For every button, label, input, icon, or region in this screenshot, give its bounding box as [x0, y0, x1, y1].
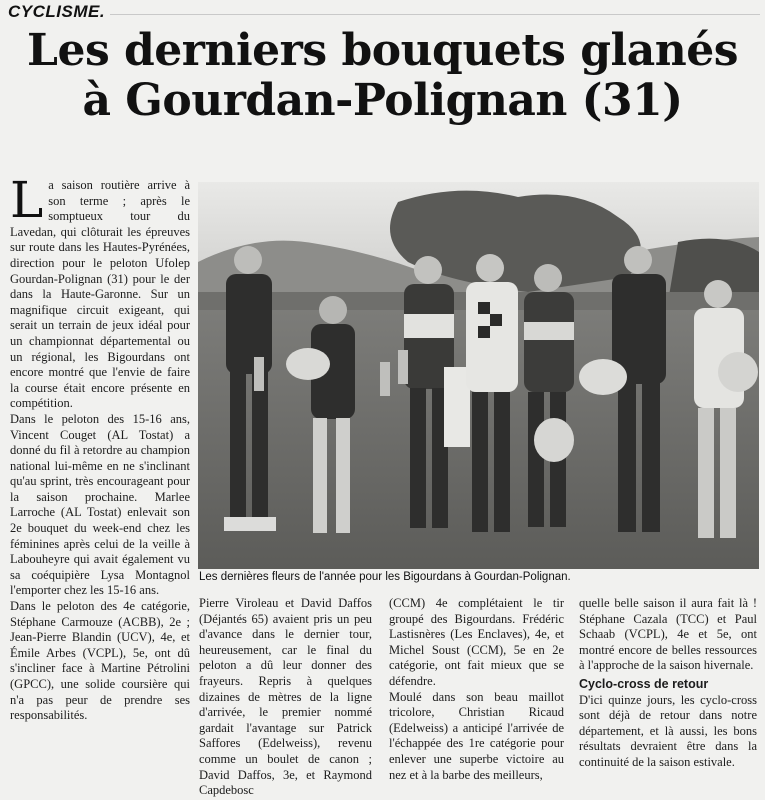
- article-paragraph: Moulé dans son beau maillot tricolore, Christian Ricaud (Edelweiss) a anticipé l'arrivée de l'échappée des 1re catégorie pour enlever une superbe victoire au nez et à la barbe des meilleurs,: [389, 689, 564, 782]
- article-paragraph: a saison routière arrive à son terme ; après le somptueux tour du Lavedan, qui clôturait les épreuves sur route dans les Hautes-Pyrénées, direction pour le peloton Ufolep Gourdan-Polignan (31) pour le der dans la Haute-Garonne. Sur un magnifique circuit exigeant, qui serait un terrain de jeux idéal pour un championnat départemental ou un régional, les Bigourdans ont encore montré que l'envie de faire la course était encore présente en compétition.: [10, 178, 190, 411]
- drop-cap: L: [10, 171, 44, 229]
- headline: [0, 26, 765, 126]
- article-paragraph: D'ici quinze jours, les cyclo-cross sont déjà de retour dans notre département, et là aussi, les bons résultats devraient être dans la continuité de la saison estivale.: [579, 692, 757, 769]
- section-rubric: CYCLISME.: [8, 2, 106, 21]
- article-column-1: [10, 171, 190, 724]
- team-photo: [198, 182, 759, 569]
- section-subhead: Cyclo-cross de retour: [579, 676, 709, 691]
- article-column-2: [199, 596, 372, 799]
- headline-line-1: Les derniers bouquets glanés: [27, 25, 738, 76]
- rubric-divider: [110, 14, 760, 15]
- article-paragraph: (CCM) 4e complétaient le tir groupé des Bigourdans. Frédéric Lastisnères (Les Enclaves), 4e, et Michel Soust (CCM), 5e en 2e catégorie, ont fait mieux que se défendre.: [389, 596, 564, 688]
- team-photo-illustration: [198, 182, 759, 569]
- article-paragraph: quelle belle saison il aura fait là ! Stéphane Cazala (TCC) et Paul Schaab (VCPL), 4e et 5e, ont montré encore de belles ressources à l'approche de la saison hivernale.: [579, 596, 757, 673]
- article-column-4: [579, 596, 757, 771]
- photo-caption: Les dernières fleurs de l'année pour les Bigourdans à Gourdan-Polignan.: [199, 571, 571, 583]
- article-paragraph: Dans le peloton des 15-16 ans, Vincent Couget (AL Tostat) a donné du fil à retordre au champion national lui-même en ne s'inclinant qu'au sprint, très encourageant pour la saison prochaine. Marlee Larroche (AL Tostat) enlevait son 2e bouquet du week-end chez les féminines après celui de la veille à Labouheyre qui avait également vu sa coéquipière Lysa Montagnol l'emporter chez les 15-16 ans.: [10, 411, 190, 598]
- headline-line-2: à Gourdan-Polignan (31): [82, 75, 683, 126]
- article-paragraph: Dans le peloton des 4e catégorie, Stéphane Carmouze (ACBB), 2e ; Jean-Pierre Blandin (UCV), 4e, et Émile Arbes (VCPL), 5e, ont dû s'incliner face à Martine Pétrolini (GPCC), une solide coursière qui n'a pas peur de prendre ses responsabilités.: [10, 599, 190, 723]
- article-paragraph: Pierre Viroleau et David Daffos (Déjantés 65) avaient pris un peu d'avance dans le dernier tour, heureusement, car le final du peloton a dû leur donner des frayeurs. Repris à quelques dizaines de mètres de la ligne d'arrivée, le premier nommé gardait l'avantage sur Patrick Saffores (Edelweiss), revenu comme un boulet de canon ; David Daffos, 3e, et Raymond Capdebosc: [199, 596, 372, 798]
- article-column-3: [389, 596, 564, 783]
